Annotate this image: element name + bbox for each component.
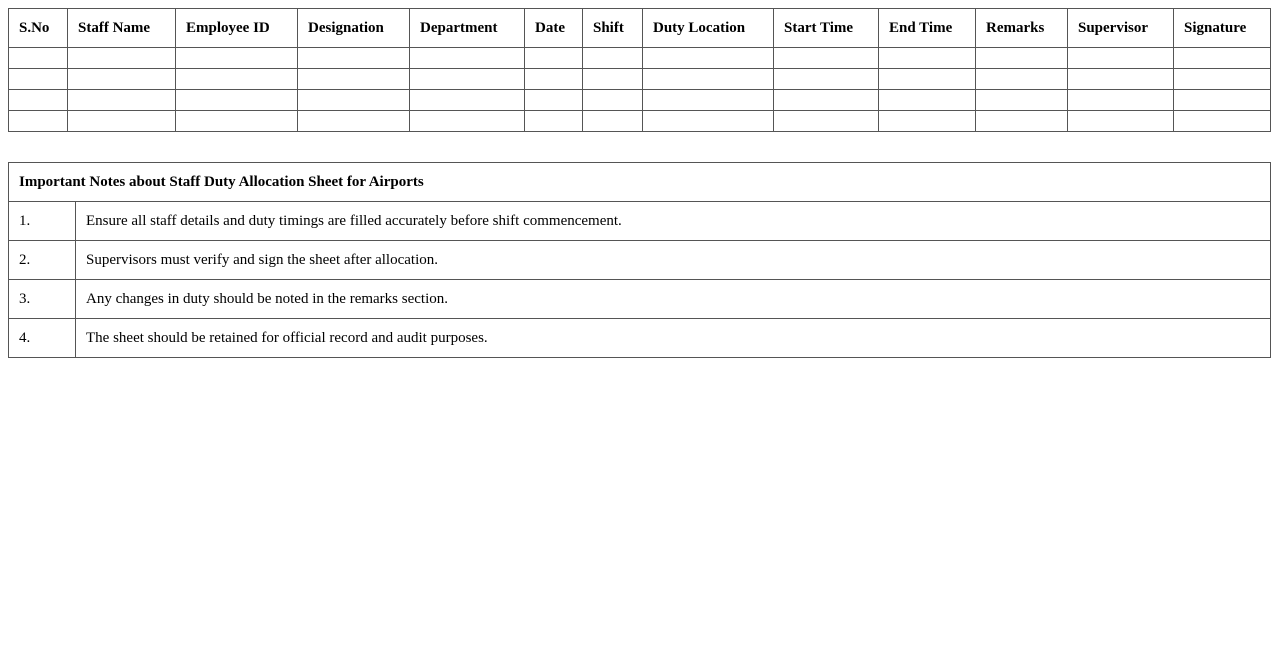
table-cell[interactable] — [879, 111, 976, 132]
notes-title: Important Notes about Staff Duty Allocation Sheet for Airports — [9, 163, 1271, 202]
table-cell[interactable] — [68, 111, 176, 132]
table-cell[interactable] — [176, 48, 298, 69]
note-number: 1. — [9, 202, 76, 241]
note-text: Any changes in duty should be noted in the remarks section. — [76, 280, 1271, 319]
table-cell[interactable] — [68, 48, 176, 69]
table-cell[interactable] — [643, 69, 774, 90]
duty-allocation-table — [8, 8, 1271, 132]
table-cell[interactable] — [976, 48, 1068, 69]
table-cell[interactable] — [1068, 69, 1174, 90]
header-department: Department — [410, 9, 525, 48]
table-cell[interactable] — [9, 111, 68, 132]
table-cell[interactable] — [879, 69, 976, 90]
table-cell[interactable] — [774, 69, 879, 90]
table-cell[interactable] — [410, 111, 525, 132]
table-header-row — [9, 9, 1271, 48]
table-cell[interactable] — [1174, 90, 1271, 111]
table-row — [9, 48, 1271, 69]
header-signature: Signature — [1174, 9, 1271, 48]
header-end-time: End Time — [879, 9, 976, 48]
table-cell[interactable] — [976, 69, 1068, 90]
table-cell[interactable] — [583, 48, 643, 69]
table-cell[interactable] — [9, 48, 68, 69]
table-cell[interactable] — [410, 48, 525, 69]
table-cell[interactable] — [583, 90, 643, 111]
table-cell[interactable] — [9, 90, 68, 111]
table-cell[interactable] — [298, 90, 410, 111]
table-cell[interactable] — [583, 111, 643, 132]
note-number: 4. — [9, 319, 76, 358]
table-cell[interactable] — [879, 48, 976, 69]
note-row — [9, 202, 1271, 241]
table-cell[interactable] — [879, 90, 976, 111]
table-cell[interactable] — [176, 69, 298, 90]
important-notes-table — [8, 162, 1271, 358]
table-cell[interactable] — [525, 69, 583, 90]
table-cell[interactable] — [583, 69, 643, 90]
note-text: Supervisors must verify and sign the sheet after allocation. — [76, 241, 1271, 280]
table-cell[interactable] — [643, 90, 774, 111]
table-cell[interactable] — [643, 111, 774, 132]
table-cell[interactable] — [1174, 111, 1271, 132]
table-cell[interactable] — [298, 48, 410, 69]
table-cell[interactable] — [1068, 90, 1174, 111]
notes-title-row — [9, 163, 1271, 202]
table-row — [9, 111, 1271, 132]
note-text: The sheet should be retained for official record and audit purposes. — [76, 319, 1271, 358]
table-cell[interactable] — [298, 69, 410, 90]
header-employee-id: Employee ID — [176, 9, 298, 48]
table-cell[interactable] — [525, 48, 583, 69]
note-row — [9, 280, 1271, 319]
header-supervisor: Supervisor — [1068, 9, 1174, 48]
note-number: 3. — [9, 280, 76, 319]
table-cell[interactable] — [1068, 111, 1174, 132]
table-cell[interactable] — [774, 48, 879, 69]
table-row — [9, 69, 1271, 90]
table-cell[interactable] — [1068, 48, 1174, 69]
table-cell[interactable] — [643, 48, 774, 69]
note-text: Ensure all staff details and duty timings are filled accurately before shift commencement. — [76, 202, 1271, 241]
table-cell[interactable] — [1174, 69, 1271, 90]
table-cell[interactable] — [774, 111, 879, 132]
header-date: Date — [525, 9, 583, 48]
table-row — [9, 90, 1271, 111]
table-cell[interactable] — [176, 111, 298, 132]
table-cell[interactable] — [1174, 48, 1271, 69]
table-cell[interactable] — [176, 90, 298, 111]
header-sno: S.No — [9, 9, 68, 48]
table-cell[interactable] — [774, 90, 879, 111]
table-cell[interactable] — [9, 69, 68, 90]
note-row — [9, 241, 1271, 280]
table-cell[interactable] — [68, 90, 176, 111]
header-shift: Shift — [583, 9, 643, 48]
header-remarks: Remarks — [976, 9, 1068, 48]
table-cell[interactable] — [410, 90, 525, 111]
table-cell[interactable] — [525, 111, 583, 132]
table-cell[interactable] — [410, 69, 525, 90]
table-cell[interactable] — [68, 69, 176, 90]
table-cell[interactable] — [976, 90, 1068, 111]
note-number: 2. — [9, 241, 76, 280]
table-cell[interactable] — [976, 111, 1068, 132]
header-duty-location: Duty Location — [643, 9, 774, 48]
header-start-time: Start Time — [774, 9, 879, 48]
note-row — [9, 319, 1271, 358]
table-cell[interactable] — [298, 111, 410, 132]
header-staff-name: Staff Name — [68, 9, 176, 48]
header-designation: Designation — [298, 9, 410, 48]
table-cell[interactable] — [525, 90, 583, 111]
